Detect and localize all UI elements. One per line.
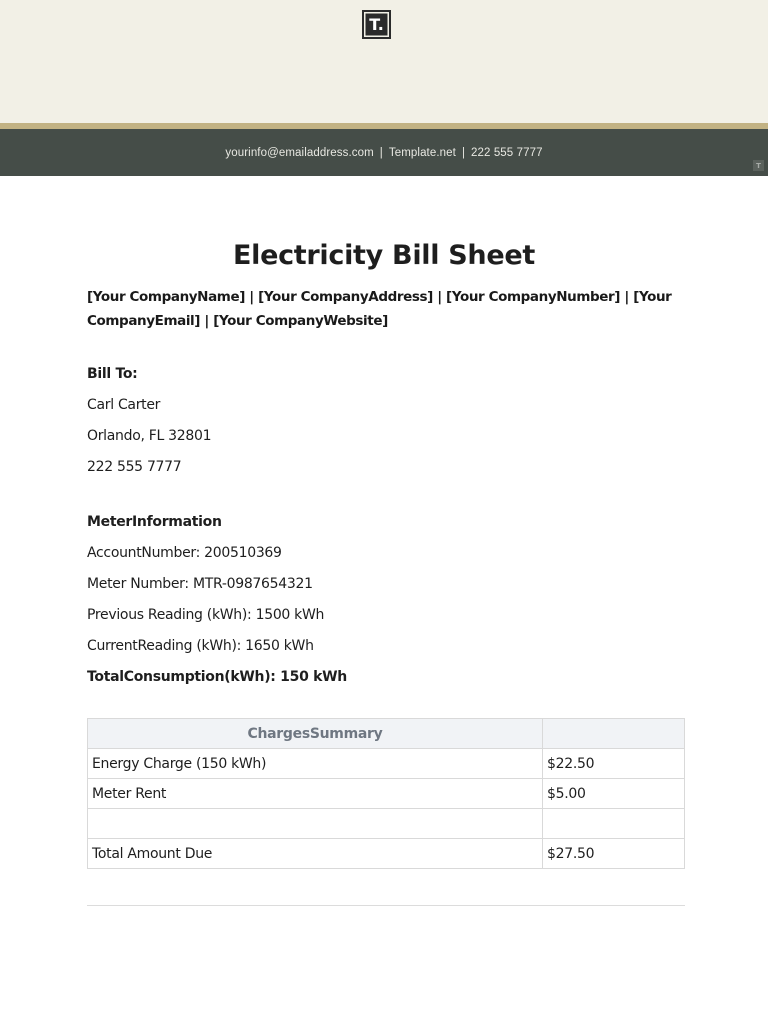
contact-website: Template.net bbox=[388, 146, 456, 159]
bottom-divider bbox=[87, 905, 685, 906]
contact-phone: 222 555 7777 bbox=[471, 146, 543, 159]
bill-to-heading: Bill To: bbox=[87, 366, 138, 382]
charge-label: Meter Rent bbox=[88, 779, 543, 809]
charge-amount bbox=[543, 809, 685, 839]
account-number: AccountNumber: 200510369 bbox=[87, 545, 282, 561]
customer-phone: 222 555 7777 bbox=[87, 459, 182, 475]
contact-email: yourinfo@emailaddress.com bbox=[225, 146, 374, 159]
template-logo bbox=[362, 10, 391, 39]
header-contact-band bbox=[0, 129, 768, 176]
table-row bbox=[88, 839, 685, 869]
logo-letter: T. bbox=[369, 14, 384, 34]
contact-separator: | bbox=[379, 146, 383, 159]
current-reading: CurrentReading (kWh): 1650 kWh bbox=[87, 638, 314, 654]
charge-label: Energy Charge (150 kWh) bbox=[88, 749, 543, 779]
contact-separator: | bbox=[461, 146, 466, 159]
previous-reading: Previous Reading (kWh): 1500 kWh bbox=[87, 607, 325, 623]
charge-amount: $22.50 bbox=[543, 749, 685, 779]
customer-address: Orlando, FL 32801 bbox=[87, 428, 212, 444]
document-title: Electricity Bill Sheet bbox=[232, 240, 535, 271]
charge-amount: $5.00 bbox=[543, 779, 685, 809]
meter-number: Meter Number: MTR-0987654321 bbox=[87, 576, 313, 592]
charges-table bbox=[87, 718, 685, 869]
charge-label bbox=[88, 809, 543, 839]
watermark-icon: T bbox=[753, 160, 764, 171]
table-row bbox=[88, 749, 685, 779]
table-row bbox=[88, 779, 685, 809]
table-row bbox=[88, 809, 685, 839]
total-consumption: TotalConsumption(kWh): 150 kWh bbox=[87, 669, 347, 685]
total-label: Total Amount Due bbox=[88, 839, 543, 869]
amount-header bbox=[543, 719, 685, 749]
meter-heading: MeterInformation bbox=[87, 514, 222, 530]
total-amount: $27.50 bbox=[543, 839, 685, 869]
customer-name: Carl Carter bbox=[87, 397, 161, 413]
table-header-row bbox=[88, 719, 685, 749]
charges-summary-header: ChargesSummary bbox=[88, 719, 543, 749]
company-details: [Your CompanyName] | [Your CompanyAddress] | [Your CompanyNumber] | [Your CompanyEmail] | [Your CompanyWebsite] bbox=[87, 289, 672, 329]
